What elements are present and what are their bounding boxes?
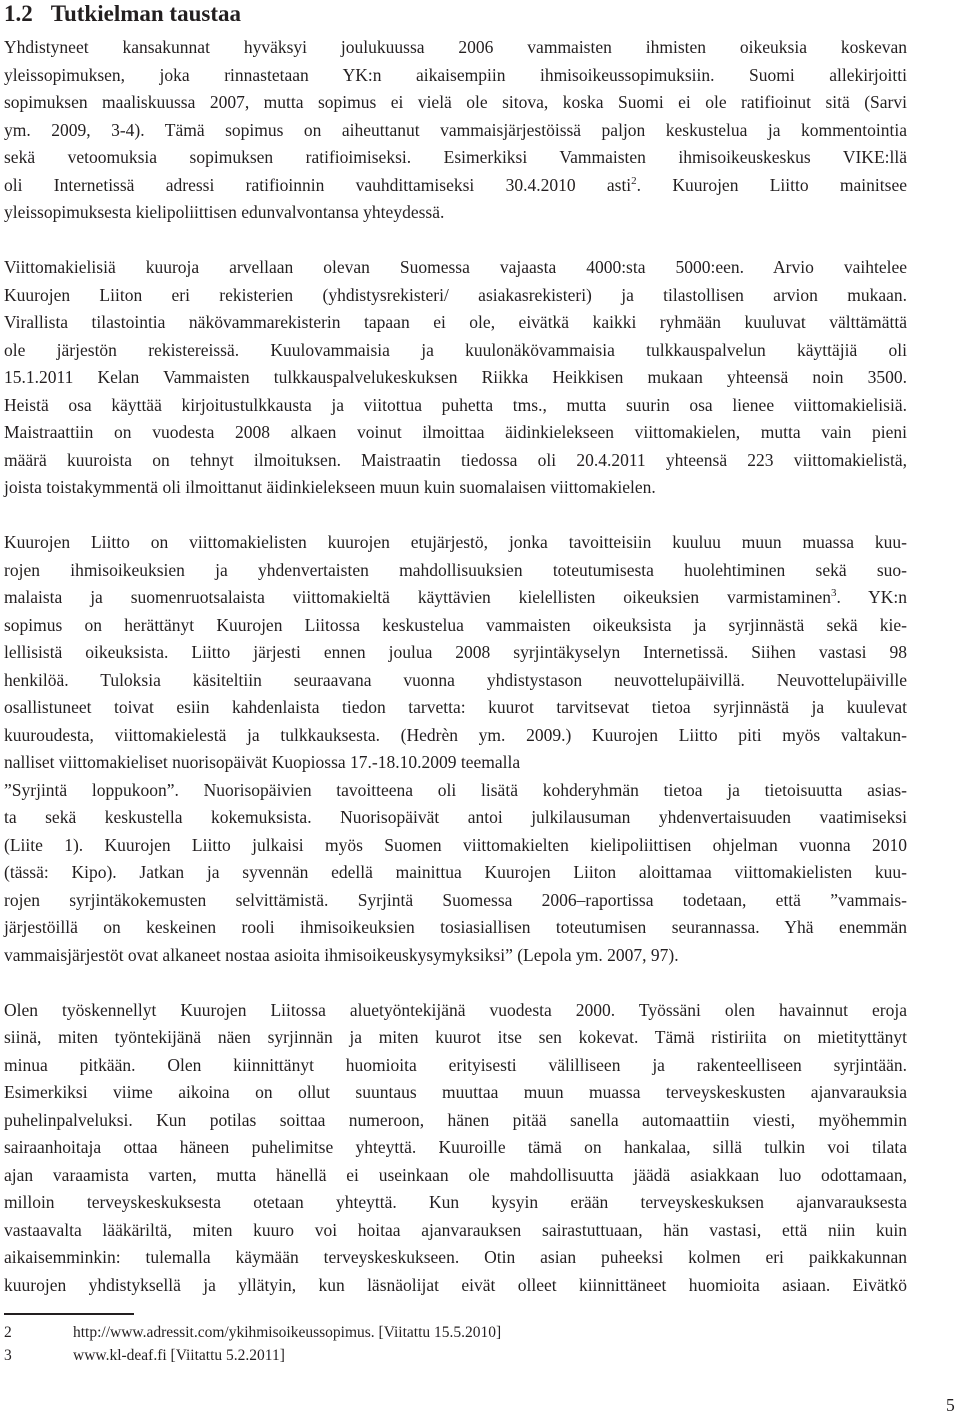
footnote-reference: 3: [830, 587, 837, 599]
text-line: osallistuneet toivat esiin kahdenlaista tiedon tarvetta: kuurot tarvitsevat tietoa syrjinnästä ja kuulevat: [4, 697, 907, 717]
text-line: (tässä: Kipo). Jatkan ja syvennän edellä mainittua Kuurojen Liiton aloittamaa viittomakielisten kuu-: [4, 862, 907, 882]
body-paragraph: [4, 997, 907, 1300]
text-line: Kuurojen Liiton eri rekisterien (yhdistysrekisteri/ asiakasrekisteri) ja tilastollisen arvion mukaan.: [4, 284, 907, 305]
text-line: [4, 172, 907, 200]
text-line: Viittomakielisiä kuuroja arvellaan olevan Suomessa vajaasta 4000:sta 5000:een. Arvio vaihtelee: [4, 257, 907, 277]
text-line: ”Syrjintä loppukoon”. Nuorisopäivien tavoitteena oli lisätä kohderyhmän tietoa ja tietoisuutta asias-: [4, 779, 907, 800]
text-line: ta sekä keskustella kokemuksista. Nuorisopäivät antoi julkilausuman yhdenvertaisuuden vaatimiseksi: [4, 807, 907, 827]
text-line: siinä, miten työntekijänä näen syrjinnän ja miten kuurot itse sen kokevat. Tämä ristiriita on mietityttänyt: [4, 1027, 907, 1047]
text-line: sopimus on herättänyt Kuurojen Liitossa keskustelua vammaisten oikeuksista ja syrjinnästä sekä kie-: [4, 614, 907, 635]
text-line: puhelinpalveluksi. Kun potilas soittaa numeroon, hänen pitää sanella automaattiin viesti, myöhemmin: [4, 1109, 907, 1130]
text-line: Maistraattiin on vuodesta 2008 alkaen voinut ilmoittaa äidinkielekseen viittomakielen, mutta vain pieni: [4, 422, 907, 442]
text-line: [4, 584, 907, 612]
footnote-number: 2: [4, 1324, 12, 1341]
text-line: määrä kuuroista on tehnyt ilmoituksen. Maistraatin tiedossa oli 20.4.2011 yhteensä 223 viittomakielistä,: [4, 449, 907, 470]
footnote-number: 3: [4, 1347, 12, 1364]
body-text: [4, 34, 907, 1327]
text-line: ole järjestön rekistereissä. Kuulovammaisia ja kuulonäkövammaisia tulkkauspalvelun käyttäjiä oli: [4, 339, 907, 360]
footnote-text: http://www.adressit.com/ykihmisoikeussopimus. [Viitattu 15.5.2010]: [73, 1324, 502, 1341]
footnote: [4, 1321, 907, 1344]
text-line: rojen syrjintäkokemusten selvittämistä. Syrjintä Suomessa 2006–raportissa todetaan, että ”vammais-: [4, 889, 907, 910]
body-paragraph: [4, 529, 907, 969]
text-line: (Liite 1). Kuurojen Liitto julkaisi myös Suomen viittomakielten kielipoliittisen ohjelman vuonna 2010: [4, 834, 907, 855]
text-line: ajan varaamista varten, mutta hänellä ei useinkaan ole mahdollisuutta jäädä asiakkaan luo odottamaan,: [4, 1164, 907, 1185]
text-line: 15.1.2011 Kelan Vammaisten tulkkauspalvelukeskuksen Riikka Heikkisen mukaan yhteensä noin 3500.: [4, 367, 907, 387]
text-line: kuurojen yhdistyksellä ja yllätyin, kun läsnäolijat eivät olleet kiinnittäneet huomioita asiaan. Eivätkö: [4, 1274, 907, 1295]
text-line: yleissopimuksesta kielipoliittisen edunvalvontansa yhteydessä.: [4, 202, 445, 222]
text-line: joista toistakymmentä oli ilmoittanut äidinkielekseen muun kuin suomalaisen viittomakielen.: [4, 477, 656, 497]
text-line: Heistä osa käyttää kirjoitustulkkausta ja viitottua puhetta tms., mutta suurin osa lienee viittomakielisiä.: [4, 394, 907, 415]
footnote-divider: [4, 1313, 134, 1315]
text-segment: . YK:n: [836, 587, 907, 607]
body-paragraph: [4, 34, 907, 227]
text-line: kuuroudesta, viittomakielestä ja tulkkauksesta. (Hedrèn ym. 2009.) Kuurojen Liitto piti myös valtakun-: [4, 724, 907, 745]
section-heading: [4, 0, 241, 27]
text-line: lellisistä oikeuksista. Liitto järjesti ennen joulua 2008 syrjintäkyselyn Internetissä. Siihen vastasi 98: [4, 642, 907, 662]
text-segment: oli Internetissä adressi ratifioinnin vauhdittamiseksi 30.4.2010 asti: [4, 174, 632, 195]
text-line: henkilöä. Tuloksia käsiteltiin seuraavana vuonna yhdistystason neuvottelupäivillä. Neuvottelupäiville: [4, 669, 907, 690]
footnote-text: www.kl-deaf.fi [Viitattu 5.2.2011]: [73, 1347, 285, 1364]
text-line: Kuurojen Liitto on viittomakielisten kuurojen etujärjestö, jonka tavoitteisiin kuuluu muun muassa kuu-: [4, 532, 907, 552]
text-line: Olen työskennellyt Kuurojen Liitossa aluetyöntekijänä vuodesta 2000. Työssäni olen havainnut eroja: [4, 999, 907, 1020]
text-line: Virallista tilastointia näkövammarekisterin tapaan ei ole, eivätkä kaikki ryhmään kuuluvat välttämättä: [4, 312, 907, 332]
text-line: Yhdistyneet kansakunnat hyväksyi joulukuussa 2006 vammaisten ihmisten oikeuksia koskevan: [4, 37, 907, 57]
text-line: Esimerkiksi viime aikoina on ollut suuntaus muuttaa muun muassa terveyskeskusten ajanvarauksia: [4, 1082, 907, 1102]
text-line: vastaavalta lääkäriltä, miten kuuro voi hoitaa ajanvarauksen sairastuttuaan, hän vastasi, että niin kuin: [4, 1219, 907, 1240]
text-line: nalliset viittomakieliset nuorisopäivät Kuopiossa 17.-18.10.2009 teemalla: [4, 752, 521, 772]
footnote-reference: 2: [631, 174, 637, 187]
text-segment: malaista ja suomenruotsalaista viittomakieltä käyttävien kielellisten oikeuksien varmistaminen: [4, 587, 831, 607]
text-line: vammaisjärjestöt ovat alkaneet nostaa asioita ihmisoikeuskysymyksiksi” (Lepola ym. 2007, 97).: [4, 944, 679, 965]
page-number: 5: [946, 1395, 955, 1415]
text-line: rojen ihmisoikeuksien ja yhdenvertaisten mahdollisuuksien toteutumisesta huolehtiminen sekä suo-: [4, 559, 907, 580]
text-line: sekä vetoomuksia sopimuksen ratifioimiseksi. Esimerkiksi Vammaisten ihmisoikeuskeskus VIKE:llä: [4, 147, 907, 167]
text-line: ym. 2009, 3-4). Tämä sopimus on aiheuttanut vammaisjärjestöissä paljon keskustelua ja kommentointia: [4, 119, 907, 140]
footnote: [4, 1344, 907, 1367]
text-line: sairaanhoitaja ottaa häneen puhelimitse yhteyttä. Kuuroille tämä on hankalaa, sillä tulkin voi tilata: [4, 1137, 907, 1157]
text-line: milloin terveyskeskuksesta otetaan yhteyttä. Kun kysyin erään terveyskeskuksen ajanvarauksesta: [4, 1192, 907, 1212]
text-line: minua pitkään. Olen kiinnittänyt huomioita erityisesti välilliseen ja rakenteelliseen syrjintään.: [4, 1054, 907, 1075]
text-segment: . Kuurojen Liitto mainitsee: [636, 174, 907, 195]
text-line: aikaisemminkin: tulemalla käymään terveyskeskukseen. Otin asian puheeksi kolmen eri paikkakunnan: [4, 1247, 907, 1267]
text-line: sopimuksen maaliskuussa 2007, mutta sopimus ei vielä ole sitova, koska Suomi ei ole ratifioinut sitä (Sarvi: [4, 92, 907, 112]
text-line: yleissopimuksen, joka rinnastetaan YK:n aikaisempiin ihmisoikeussopimuksiin. Suomi allekirjoitti: [4, 64, 907, 85]
text-line: järjestöillä on keskeinen rooli ihmisoikeuksien tosiasiallisen toteutumisen seurannassa. Yhä enemmän: [4, 917, 907, 937]
section-number: 1.2: [4, 1, 33, 26]
section-title: Tutkielman taustaa: [50, 1, 241, 26]
body-paragraph: [4, 254, 907, 502]
footnotes: [4, 1321, 907, 1367]
